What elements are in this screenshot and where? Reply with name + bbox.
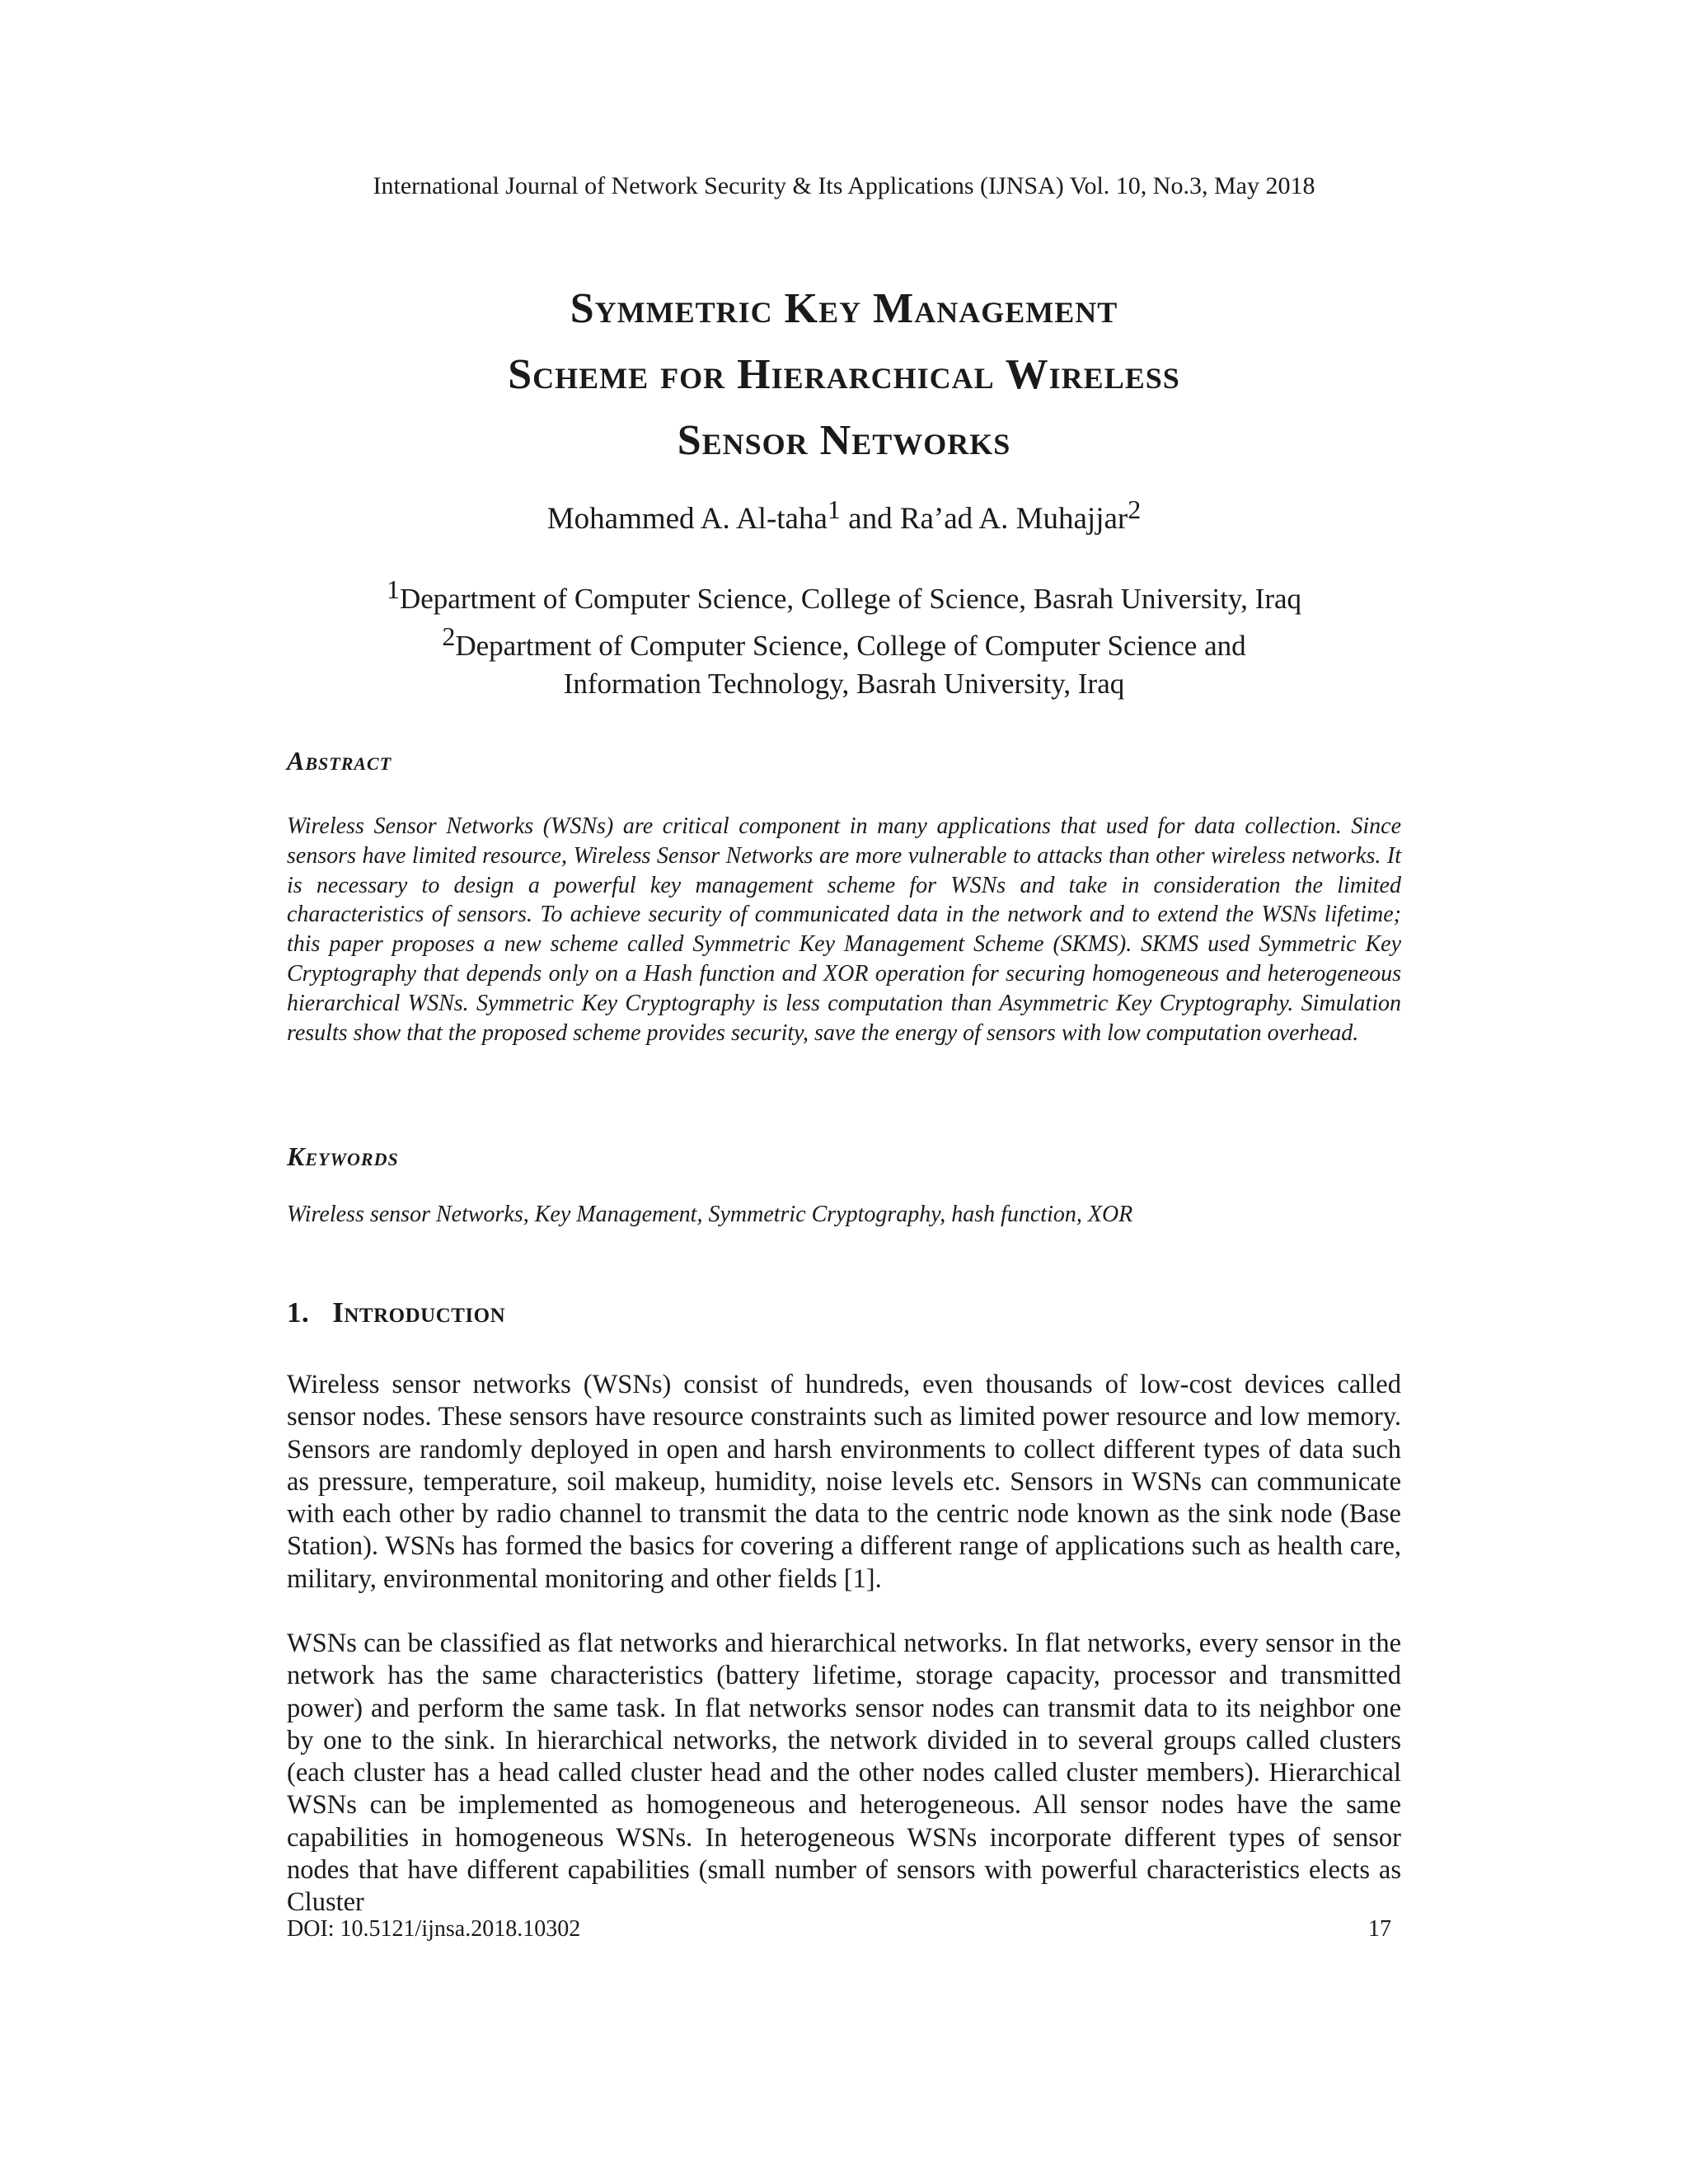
introduction-paragraph-1: Wireless sensor networks (WSNs) consist of hundreds, even thousands of low-cost devices called sensor nodes. These sensors have resource constraints such as limited power resource and low memory. Sensors are randomly deployed in open and harsh environments to collect different types of data such as pressure, temperature, soil makeup, humidity, noise levels etc. Sensors in WSNs can communicate with each other by radio channel to transmit the data to the centric node known as the sink node (Base Station). WSNs has formed the basics for covering a different range of applications such as health care, military, environmental monitoring and other fields [1]. <box>287 1370 1401 1594</box>
affiliation-2-mark: 2 <box>442 621 456 651</box>
page-number: 17 <box>1368 1916 1391 1942</box>
title-line-2: Scheme for Hierarchical Wireless <box>508 351 1180 398</box>
abstract-heading: Abstract <box>287 746 392 776</box>
abstract-text: Wireless Sensor Networks (WSNs) are critical component in many applications that used for data collection. Since sensors have limited resource, Wireless Sensor Networks are more vulnerable to attacks than other wireless networks. It is necessary to design a powerful key management scheme for WSNs and take in consideration the limited characteristics of sensors. To achieve security of communicated data in the network and to extend the WSNs lifetime; this paper proposes a new scheme called Symmetric Key Management Scheme (SKMS). SKMS used Symmetric Key Cryptography that depends only on a Hash function and XOR operation for securing homogeneous and heterogeneous hierarchical WSNs. Symmetric Key Cryptography is less computation than Asymmetric Key Cryptography. Simulation results show that the proposed scheme provides security, save the energy of sensors with low computation overhead. <box>287 813 1401 1046</box>
affiliation-2-line-2: Information Technology, Basrah University, Iraq <box>563 668 1125 700</box>
title-line-3: Sensor Networks <box>677 417 1011 464</box>
author-1-affiliation-mark: 1 <box>827 494 841 524</box>
section-title: Introduction <box>332 1296 506 1329</box>
doi-link[interactable]: DOI: 10.5121/ijnsa.2018.10302 <box>287 1916 581 1942</box>
affiliation-1-text: Department of Computer Science, College of Science, Basrah University, Iraq <box>399 583 1302 615</box>
keywords-text: Wireless sensor Networks, Key Management, Symmetric Cryptography, hash function, XOR <box>287 1202 1133 1227</box>
affiliation-1-mark: 1 <box>386 574 400 604</box>
keywords-heading: Keywords <box>287 1141 399 1171</box>
section-number: 1. <box>287 1296 310 1329</box>
author-2-affiliation-mark: 2 <box>1128 494 1142 524</box>
author-1-name: Mohammed A. Al-taha <box>546 502 828 536</box>
author-2-name: Ra’ad A. Muhajjar <box>899 502 1128 536</box>
introduction-paragraph-2: WSNs can be classified as flat networks and hierarchical networks. In flat networks, every sensor in the network has the same characteristics (battery lifetime, storage capacity, processor and transmitted power) and perform the same task. In flat networks sensor nodes can transmit data to its neighbor one by one to the sink. In hierarchical networks, the network divided in to several groups called clusters (each cluster has a head called cluster head and the other nodes called cluster members). Hierarchical WSNs can be implemented as homogeneous and heterogeneous. All sensor nodes have the same capabilities in homogeneous WSNs. In heterogeneous WSNs incorporate different types of sensor nodes that have different capabilities (small number of sensors with powerful characteristics elects as Cluster <box>287 1629 1401 1918</box>
affiliation-1 <box>0 574 1688 617</box>
affiliation-2 <box>0 621 1688 664</box>
journal-running-header: International Journal of Network Security & Its Applications (IJNSA) Vol. 10, No.3, May 2018 <box>373 172 1315 199</box>
author-joiner: and <box>840 502 900 536</box>
paper-title <box>0 276 1688 474</box>
affiliation-2-text-line-1: Department of Computer Science, College of Computer Science and <box>455 630 1246 662</box>
author-list <box>0 494 1688 544</box>
title-line-1: Symmetric Key Management <box>570 285 1118 332</box>
introduction-heading <box>287 1296 505 1329</box>
